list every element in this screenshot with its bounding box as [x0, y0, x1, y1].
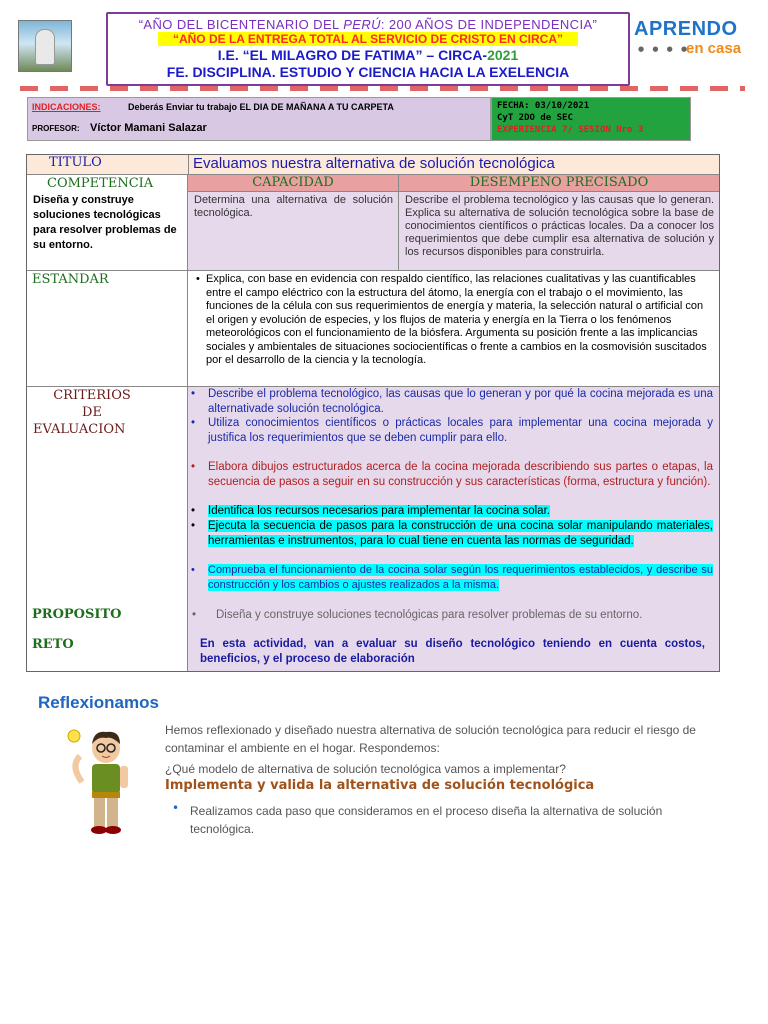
estandar-body — [188, 271, 719, 387]
grado: CyT 2DO de SEC — [497, 113, 573, 123]
student-illustration — [60, 726, 150, 838]
criterio-item: • Identifica los recursos necesarios para implementar la cocina solar. — [208, 504, 713, 519]
brand-dots-icon: ● ● ● ● — [638, 45, 691, 53]
header-line-2: “AÑO DE LA ENTREGA TOTAL AL SERVICIO DE CRISTO EN CIRCA” — [158, 32, 578, 46]
proposito-label: PROPOSITO — [32, 607, 122, 622]
session-panel — [491, 97, 691, 141]
capacidad-label: CAPACIDAD — [188, 175, 398, 192]
criterio-item: • Comprueba el funcionamiento de la cocina solar según los requerimientos establecidos, y describe su construcción y los cambios o ajustes realizados a la misma. — [208, 563, 713, 592]
competencia-text: Diseña y construye soluciones tecnológicas para resolver problemas de su entorno. — [33, 194, 177, 251]
competencia-cell — [27, 175, 188, 270]
profesor-name: Víctor Mamani Salazar — [90, 122, 207, 134]
competencia-label: COMPETENCIA — [47, 176, 154, 191]
reflexionamos-heading: Reflexionamos — [38, 693, 159, 712]
reto-label: RETO — [32, 637, 74, 652]
competencia-row — [27, 175, 719, 270]
indicaciones-text: Deberás Enviar tu trabajo EL DIA DE MAÑANA A TU CARPETA — [128, 102, 394, 112]
desempeno-label: DESEMPENO PRECISADO — [399, 175, 719, 192]
titulo-row — [27, 155, 719, 175]
fecha: FECHA: 03/10/2021 — [497, 101, 590, 111]
bullet-icon: • — [172, 801, 180, 815]
reto-text: En esta actividad, van a evaluar su diseño tecnológico teniendo en cuenta costos, beneficios, y el proceso de elaboración — [200, 638, 705, 665]
criterios-label: CRITERIOS DE EVALUACION — [33, 388, 131, 437]
desempeno-cell — [399, 175, 719, 270]
estandar-label-cell — [27, 271, 188, 387]
criterio-item: • Describe el problema tecnológico, las causas que lo generan y por qué la cocina mejorada es una alternativade solución tecnológica. — [208, 387, 713, 416]
estandar-row — [27, 270, 719, 387]
criterios-label-cell — [27, 387, 188, 608]
criterio-item: • Ejecuta la secuencia de pasos para la construcción de una cocina solar manipulando materiales, herramientas e instrumentos, para lo cual tiene en cuenta las normas de seguridad. — [208, 519, 713, 548]
reflexion-bullet: Realizamos cada paso que consideramos en el proceso diseña la alternativa de solución tecnológica. — [190, 804, 663, 836]
header-banner — [106, 12, 630, 86]
proposito-text: • Diseña y construye soluciones tecnológicas para resolver problemas de su entorno. — [216, 608, 713, 623]
reflexion-paragraph: Hemos reflexionado y diseñado nuestra alternativa de solución tecnológica para reducir el riesgo de contaminar el ambiente en el hogar. Respondemos: — [165, 723, 696, 755]
profesor-label: PROFESOR: — [32, 124, 80, 133]
school-logo — [18, 20, 72, 72]
desempeno-text: Describe el problema tecnológico y las causas que lo generan. Explica su alternativa de solución tecnológica sobre la base de conocimientos científicos o prácticas locales. Da a conocer los requerimientos que debe cumplir esa alternativa de solución y los recursos disponibles para construirla. — [405, 194, 714, 258]
capacidad-text: Determina una alternativa de solución tecnológica. — [194, 194, 393, 219]
implementa-heading: Implementa y valida la alternativa de solución tecnológica — [165, 778, 595, 793]
titulo-label: TITULO — [49, 155, 102, 170]
school-motto: FE. DISCIPLINA. ESTUDIO Y CIENCIA HACIA LA EXELENCIA — [166, 64, 570, 80]
indicaciones-label: INDICACIONES: — [32, 102, 101, 112]
proposito-row — [27, 607, 719, 671]
experiencia: EXPERIENCIA 7/ SESION Nro 3 — [497, 125, 644, 135]
titulo-value: Evaluamos nuestra alternativa de solución tecnológica — [188, 155, 719, 174]
aprendo-en-casa-logo: APRENDO ● ● ● ● en casa — [634, 18, 742, 57]
info-panel — [27, 97, 491, 141]
proposito-label-cell — [27, 607, 188, 671]
reflexion-question: ¿Qué modelo de alternativa de solución tecnológica vamos a implementar? — [165, 762, 566, 776]
session-table — [26, 154, 720, 672]
estandar-label: ESTANDAR — [32, 272, 109, 287]
header-line-1: “AÑO DEL BICENTENARIO DEL PERÚ: 200 AÑOS DE INDEPENDENCIA” — [138, 17, 598, 32]
dashed-divider — [20, 86, 745, 91]
criterios-list — [188, 387, 719, 608]
proposito-body — [188, 607, 719, 671]
criterios-row — [27, 386, 719, 608]
criterio-item: • Utiliza conocimientos científicos o prácticas locales para implementar una cocina mejorada y justifica los requerimientos que se deben cumplir para ello. — [208, 416, 713, 445]
criterio-item: • Elabora dibujos estructurados acerca de la cocina mejorada describiendo sus partes o etapas, la secuencia de pasos a seguir en su construcción y sus características (forma, estructura y función). — [208, 460, 713, 489]
capacidad-cell — [188, 175, 399, 270]
school-name: I.E. “EL MILAGRO DE FATIMA” – CIRCA-2021 — [217, 47, 519, 63]
estandar-text: • Explica, con base en evidencia con respaldo científico, las relaciones cualitativas y las cuantificables entre el campo eléctrico con la estructura del átomo, la energía con el trabajo o el movimiento, las funciones de la célula con sus requerimientos de energía y materia, la selección natural o artificial con el origen y evolución de especies, y los flujos de materia y energía en la Tierra o los fenómenos meteorológicos con el funcionamiento de la biósfera. Argumenta su posición frente a las implicancias sociales y ambientales de situaciones sociocientíficas o frente a cambios en la cosmovisión suscitados por el desarrollo de la ciencia y la tecnología. — [206, 273, 713, 368]
